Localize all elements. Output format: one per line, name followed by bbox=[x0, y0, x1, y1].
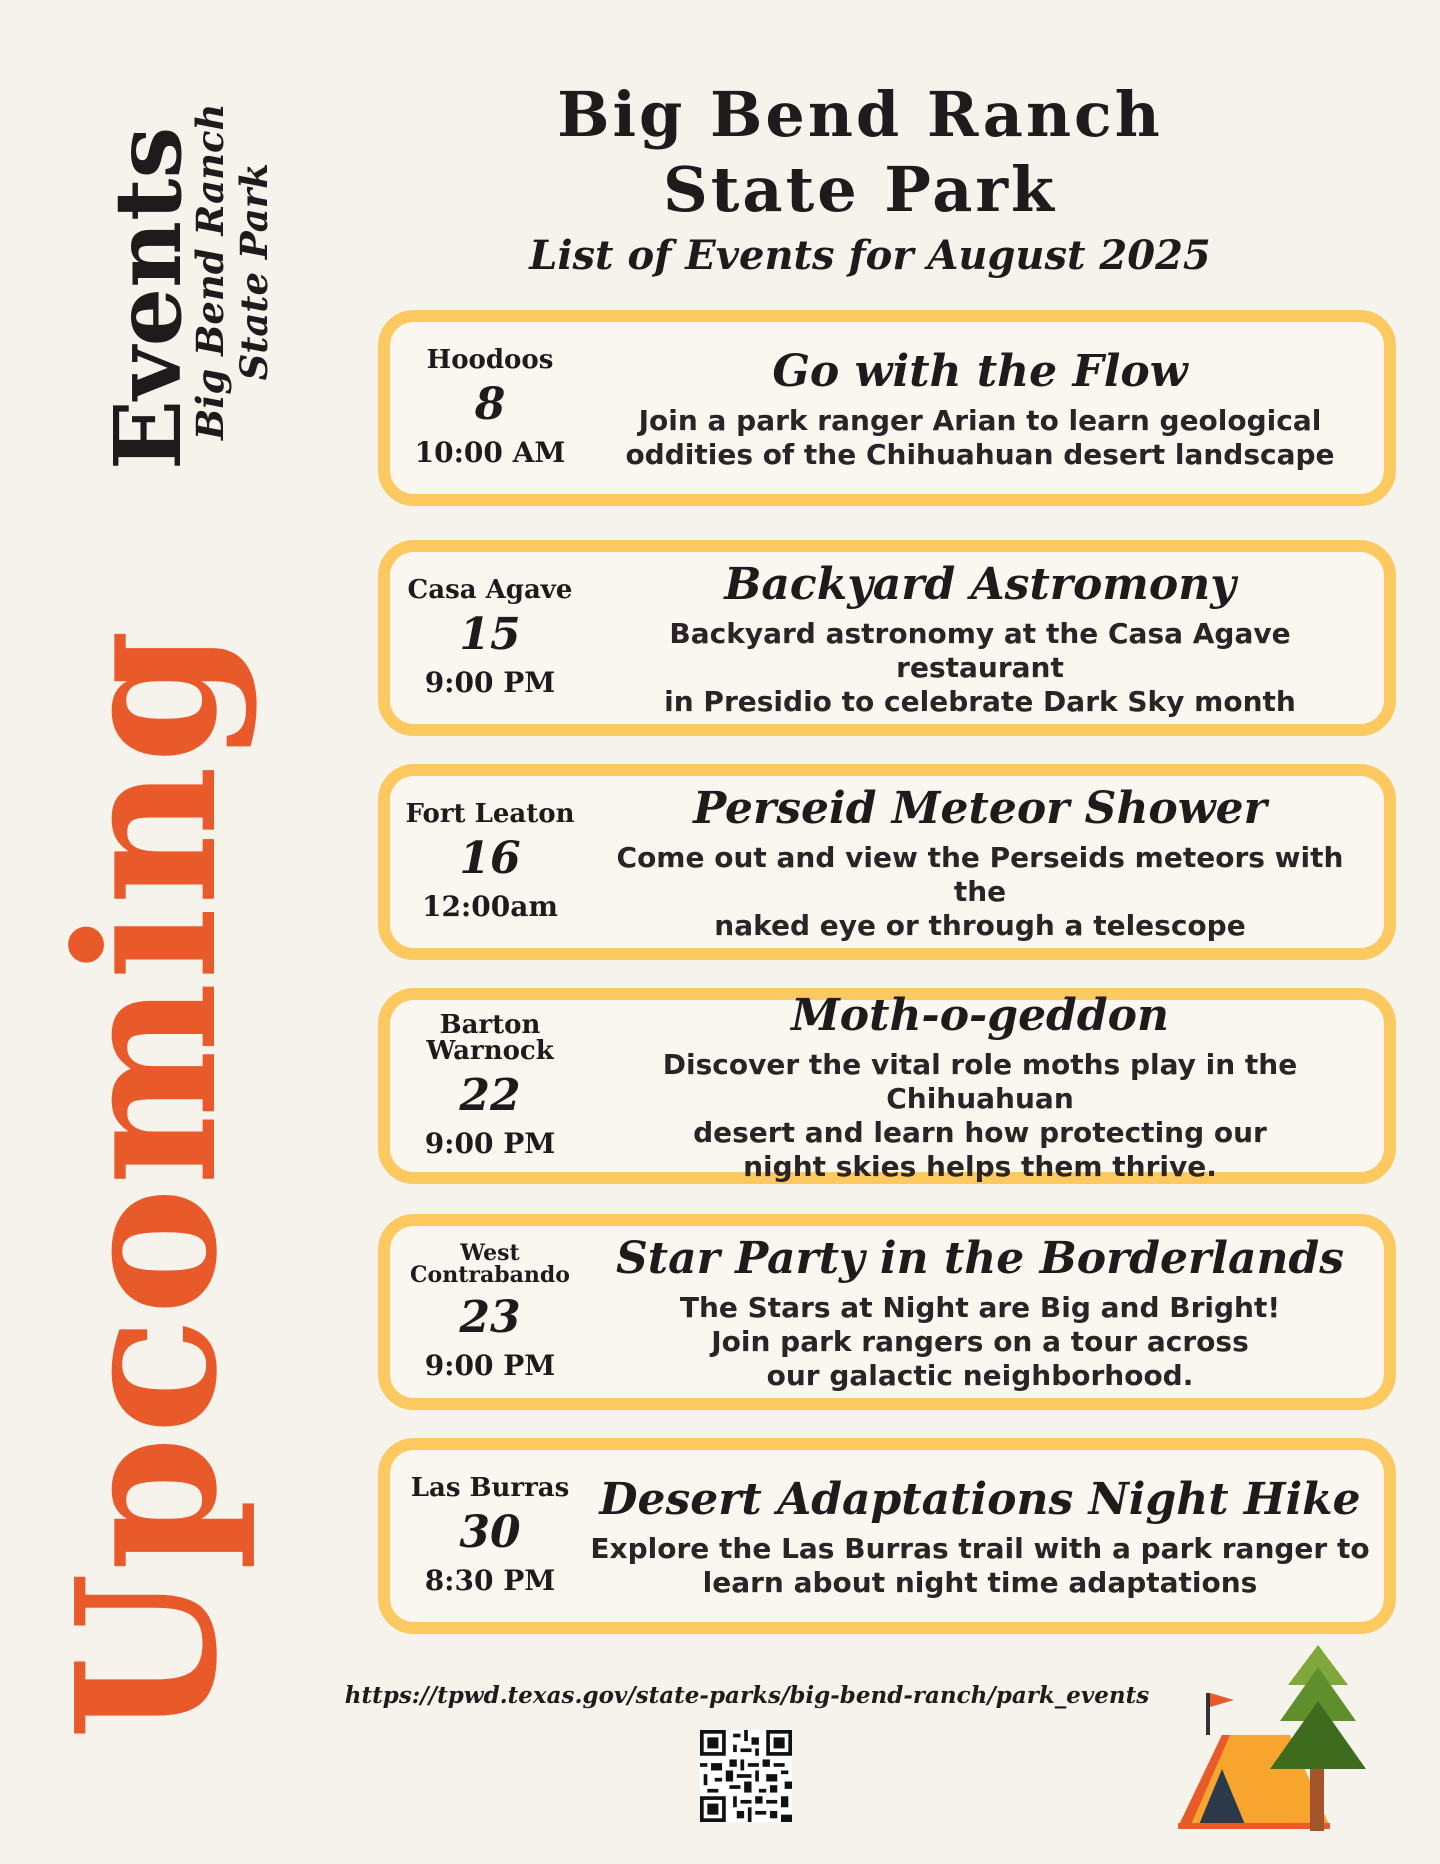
upcoming-heading: Upcoming bbox=[35, 627, 260, 1740]
event-title: Backyard Astromony bbox=[724, 559, 1236, 610]
side-park-name bbox=[188, 104, 276, 440]
event-location: Las Burras bbox=[410, 1473, 570, 1503]
event-card bbox=[378, 540, 1396, 736]
event-day: 8 bbox=[474, 379, 506, 430]
event-card bbox=[378, 1438, 1396, 1634]
event-description: The Stars at Night are Big and Bright! Join park rangers on a tour across our galactic neighborhood. bbox=[679, 1291, 1281, 1392]
event-time: 12:00am bbox=[421, 890, 559, 923]
event-day: 22 bbox=[459, 1070, 521, 1121]
event-card bbox=[378, 988, 1396, 1184]
event-title: Star Party in the Borderlands bbox=[616, 1233, 1344, 1284]
event-location: Barton Warnock bbox=[426, 1010, 554, 1066]
event-day: 30 bbox=[459, 1507, 521, 1558]
events-heading: Events bbox=[94, 126, 202, 470]
event-description: Come out and view the Perseids meteors with the naked eye or through a telescope bbox=[616, 841, 1344, 942]
event-description: Backyard astronomy at the Casa Agave restaurant in Presidio to celebrate Dark Sky month bbox=[664, 617, 1296, 718]
event-title: Moth-o-geddon bbox=[791, 990, 1169, 1041]
event-day: 15 bbox=[459, 609, 521, 660]
event-location: West Contrabando bbox=[410, 1240, 570, 1288]
event-time: 10:00 AM bbox=[414, 436, 566, 469]
event-location: Fort Leaton bbox=[405, 799, 575, 829]
event-description: Join a park ranger Arian to learn geological oddities of the Chihuahuan desert landscape bbox=[625, 404, 1335, 471]
side-park-line2: State Park bbox=[232, 163, 276, 381]
event-title: Perseid Meteor Shower bbox=[693, 783, 1267, 834]
event-card bbox=[378, 310, 1396, 506]
events-url-link[interactable]: https://tpwd.texas.gov/state-parks/big-bend-ranch/park_events bbox=[344, 1682, 1150, 1709]
event-time: 9:00 PM bbox=[424, 1127, 556, 1160]
event-description: Explore the Las Burras trail with a park ranger to learn about night time adaptations bbox=[590, 1532, 1370, 1599]
event-day: 16 bbox=[459, 833, 521, 884]
event-location: Hoodoos bbox=[426, 345, 554, 375]
qr-code-icon bbox=[700, 1730, 792, 1822]
event-title: Go with the Flow bbox=[772, 346, 1188, 397]
event-day: 23 bbox=[459, 1292, 521, 1343]
side-park-line1: Big Bend Ranch bbox=[188, 103, 232, 440]
campsite-tent-icon bbox=[1170, 1645, 1380, 1835]
event-time: 9:00 PM bbox=[424, 666, 556, 699]
event-time: 8:30 PM bbox=[424, 1564, 556, 1597]
event-card bbox=[378, 1214, 1396, 1410]
event-time: 9:00 PM bbox=[424, 1349, 556, 1382]
event-title: Desert Adaptations Night Hike bbox=[599, 1474, 1361, 1525]
event-location: Casa Agave bbox=[407, 575, 573, 605]
page-title-line2: State Park bbox=[662, 153, 1057, 226]
page-title-line1: Big Bend Ranch bbox=[557, 78, 1163, 151]
event-description: Discover the vital role moths play in the Chihuahuan desert and learn how protecting our night skies helps them thrive. bbox=[662, 1048, 1298, 1183]
page-subtitle: List of Events for August 2025 bbox=[529, 232, 1211, 279]
event-card bbox=[378, 764, 1396, 960]
